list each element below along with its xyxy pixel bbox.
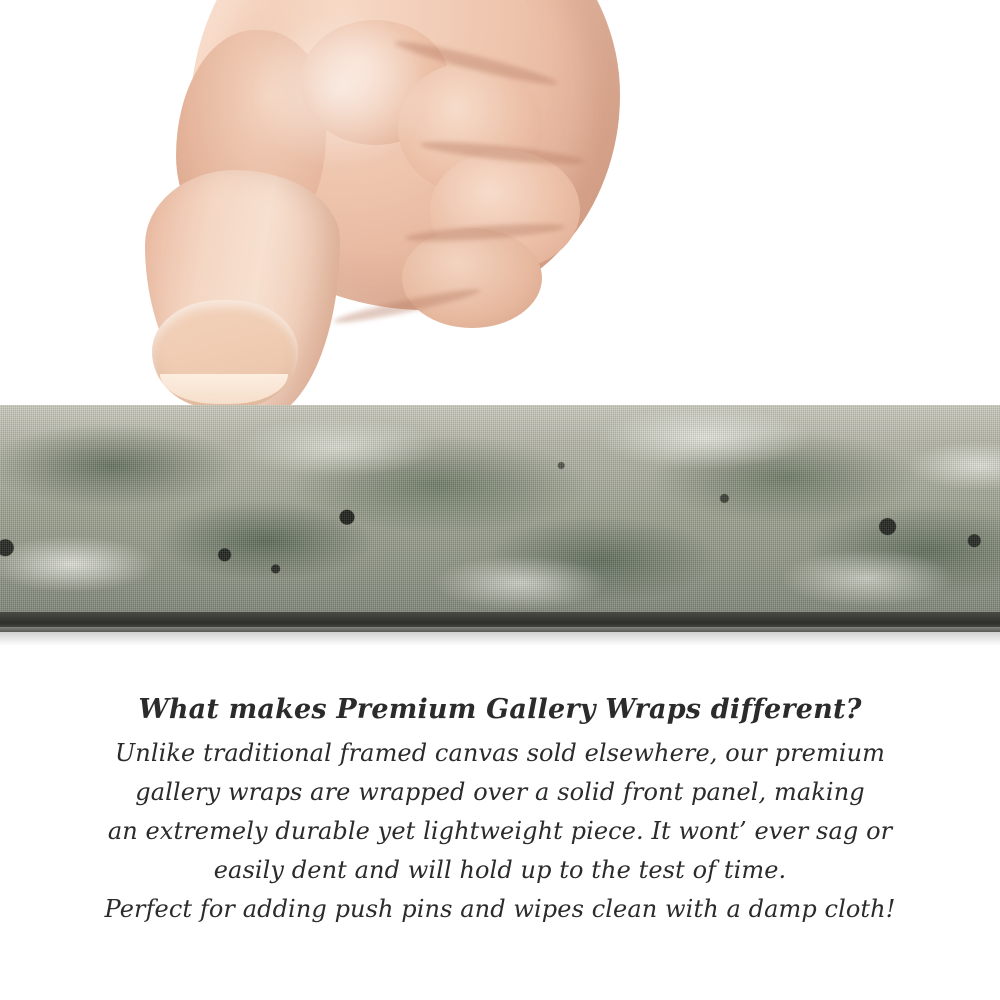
- hand-photo-region: [0, 0, 1000, 410]
- caption-line-1: Unlike traditional framed canvas sold elsewhere, our premium: [114, 739, 885, 767]
- caption-block: [0, 690, 1000, 929]
- caption-heading: What makes Premium Gallery Wraps different?: [138, 694, 862, 725]
- canvas-drop-shadow: [0, 632, 1000, 646]
- canvas-wrap-edge: [0, 405, 1000, 620]
- caption-line-5: Perfect for adding push pins and wipes clean with a damp cloth!: [104, 895, 896, 923]
- knuckle-4: [402, 228, 542, 328]
- canvas-weave-texture: [0, 405, 1000, 620]
- thumbnail-shape: [152, 300, 298, 408]
- caption-line-2: gallery wraps are wrapped over a solid front panel, making: [135, 778, 865, 806]
- skin-highlight: [250, 10, 430, 170]
- canvas-panel-side-edge: [0, 612, 1000, 632]
- caption-line-3: an extremely durable yet lightweight piece. It wont’ ever sag or: [107, 817, 893, 845]
- caption-line-4: easily dent and will hold up to the test of time.: [213, 856, 787, 884]
